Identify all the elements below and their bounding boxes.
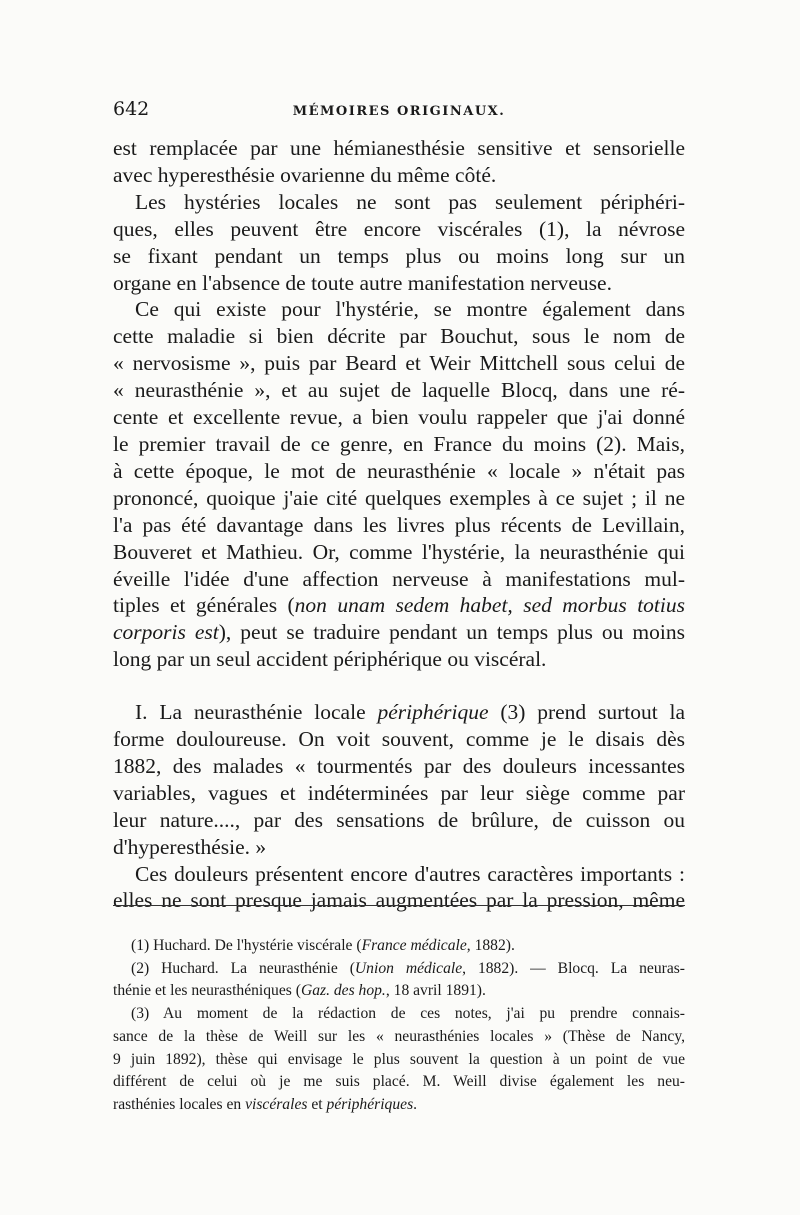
text-segment: , 1882). — Blocq. La neuras-: [462, 959, 686, 977]
footnote-rule: [113, 905, 685, 906]
text-line: Bouveret et Mathieu. Or, comme l'hystérie, la neurasthénie qui: [113, 539, 685, 564]
text-line: [113, 619, 685, 646]
text-line: d'hyperesthésie. »: [113, 834, 267, 859]
text-line: long par un seul accident périphérique ou viscéral.: [113, 647, 547, 672]
italic-term: périphérique: [377, 700, 489, 725]
text-line: avec hyperesthésie ovarienne du même côté.: [113, 162, 497, 187]
text-line: Ce qui existe pour l'hystérie, se montre également dans: [135, 297, 685, 322]
page-header: [113, 98, 685, 124]
text-segment: I. La neurasthénie locale: [135, 700, 366, 725]
journal-title: France médicale: [361, 937, 467, 954]
text-line: forme douloureuse. On voit souvent, comme je le disais dès: [113, 727, 685, 752]
text-line: « nervosisme », puis par Beard et Weir Mittchell sous celui de: [113, 351, 685, 376]
paragraph-gap: [113, 673, 685, 699]
italic-term: périphériques: [326, 1095, 414, 1113]
text-segment: tiples et générales: [113, 593, 278, 618]
italic-term: viscérales: [245, 1095, 308, 1113]
text-line: à cette époque, le mot de neurasthénie « locale » n'était pas: [113, 458, 685, 483]
text-line: l'a pas été davantage dans les livres plus récents de Levillain,: [113, 512, 685, 537]
text-segment: ), peut se traduire pendant un temps plus ou moins: [218, 620, 685, 645]
text-segment: , 18 avril 1891).: [385, 982, 486, 1000]
text-segment: et: [311, 1095, 323, 1113]
text-line: ques, elles peuvent être encore viscérales (1), la névrose: [113, 216, 685, 241]
text-line: [113, 699, 685, 726]
latin-quote: corporis est: [113, 620, 219, 645]
footnote-line: [113, 1094, 685, 1117]
text-line: cente et excellente revue, a bien voulu rappeler que j'ai donné: [113, 405, 685, 430]
text-segment: (3) prend surtout la: [500, 700, 686, 725]
text-line: 1882, des malades « tourmentés par des douleurs incessantes: [113, 753, 685, 778]
text-line: elles ne sont presque jamais augmentées par la pression, même: [113, 888, 685, 913]
footnote-line: [113, 958, 685, 981]
text-line: variables, vagues et indéterminées par leur siège comme par: [113, 780, 685, 805]
footnote-line: différent de celui où je me suis placé. M. Weill divise également les neu-: [113, 1073, 685, 1091]
footnote-line: [113, 980, 685, 1003]
text-line: éveille l'idée d'une affection nerveuse à manifestations mul-: [113, 566, 685, 591]
latin-quote: non unam sedem habet, sed morbus totius: [294, 593, 685, 618]
text-line: Ces douleurs présentent encore d'autres caractères importants :: [135, 861, 685, 886]
journal-title: Union médicale: [354, 959, 463, 977]
footnote-line: 9 juin 1892), thèse qui envisage le plus souvent la question à un point de vue: [113, 1050, 685, 1068]
text-segment: rasthénies locales en: [113, 1095, 242, 1113]
page-number: 642: [113, 98, 150, 120]
text-line: « neurasthénie », et au sujet de laquelle Blocq, dans une ré-: [113, 378, 685, 403]
text-line: Les hystéries locales ne sont pas seulement périphéri-: [135, 189, 685, 214]
text-line: le premier travail de ce genre, en France du moins (2). Mais,: [113, 431, 685, 456]
text-line: est remplacée par une hémianesthésie sensitive et sensorielle: [113, 136, 685, 160]
text-segment: thénie et les neurasthéniques (: [113, 982, 301, 1000]
journal-title: Gaz. des hop.: [300, 982, 386, 1000]
footnote-line: sance de la thèse de Weill sur les « neurasthénies locales » (Thèse de Nancy,: [113, 1027, 685, 1045]
text-line: tiples et générales (non unam sedem habet, sed morbus totius: [113, 593, 685, 618]
text-line: se fixant pendant un temps plus ou moins long sur un: [113, 243, 685, 268]
text-line: cette maladie si bien décrite par Bouchut, sous le nom de: [113, 324, 685, 349]
text-line: organe en l'absence de toute autre manifestation nerveuse.: [113, 270, 612, 295]
text-segment: (1) Huchard. De l'hystérie viscérale (: [131, 937, 362, 954]
footnote-line: [113, 935, 685, 958]
footnotes: [113, 935, 685, 1117]
body-text: [113, 135, 685, 914]
text-line: prononcé, quoique j'aie cité quelques exemples à ce sujet ; il ne: [113, 485, 685, 510]
text-segment: (2) Huchard. La neurasthénie (: [131, 959, 355, 977]
footnote-line: (3) Au moment de la rédaction de ces notes, j'ai pu prendre connais-: [131, 1005, 685, 1023]
text-line: leur nature...., par des sensations de brûlure, de cuisson ou: [113, 807, 685, 832]
text-segment: .: [413, 1095, 418, 1113]
text-segment: , 1882).: [466, 937, 515, 954]
running-title: MÉMOIRES ORIGINAUX.: [292, 104, 506, 119]
